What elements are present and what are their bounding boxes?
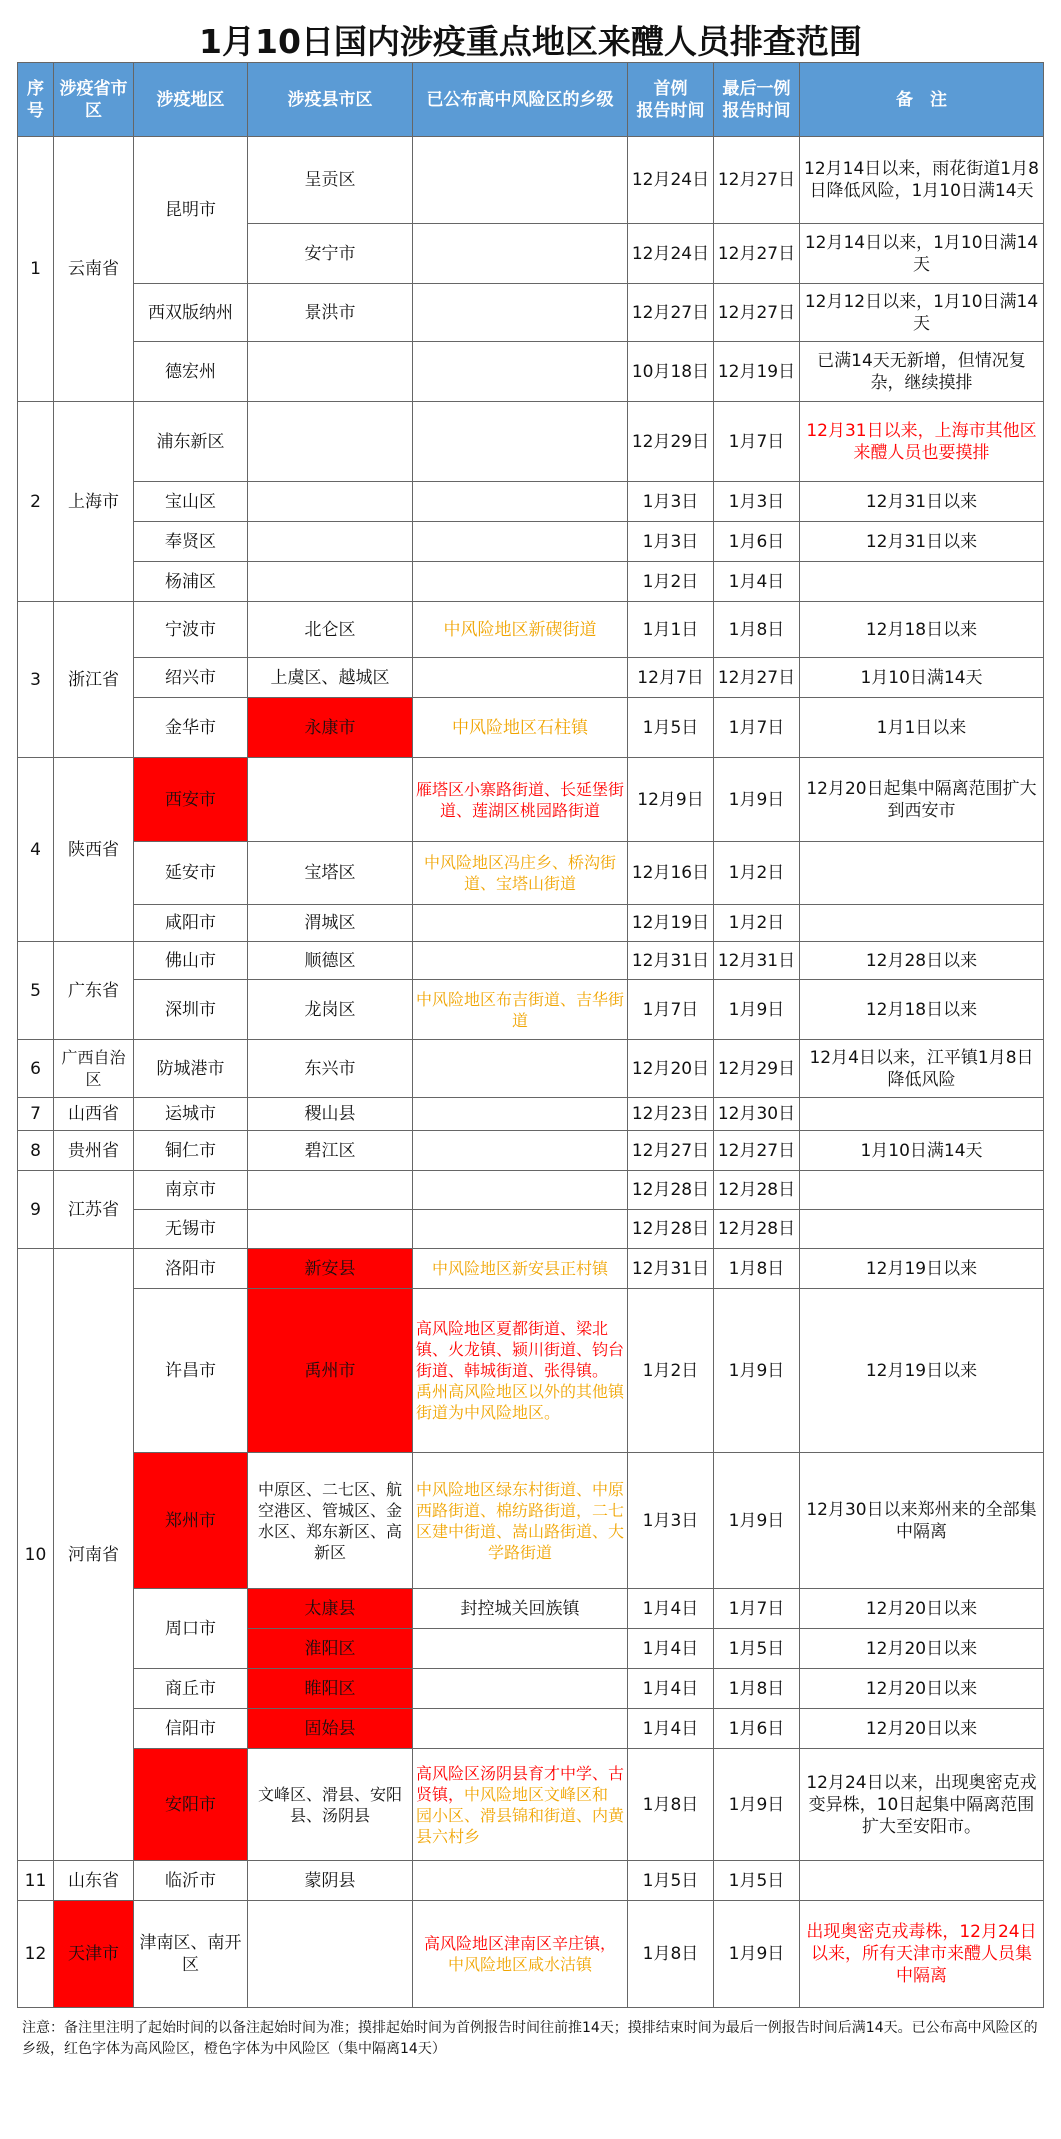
- table-row: [18, 522, 1044, 562]
- first-report-cell: 1月5日: [628, 698, 714, 758]
- first-report-cell: 12月24日: [628, 137, 714, 224]
- header-county: 涉疫县市区: [248, 63, 413, 137]
- province-cell: 浙江省: [54, 602, 134, 758]
- area-cell: [413, 224, 628, 284]
- first-report-cell: 1月8日: [628, 1749, 714, 1861]
- note-cell: 出现奥密克戎毒株，12月24日以来，所有天津市来醴人员集中隔离: [800, 1901, 1044, 2008]
- area-cell: 中风险地区冯庄乡、桥沟街道、宝塔山街道: [413, 842, 628, 905]
- first-report-cell: 12月28日: [628, 1171, 714, 1210]
- city-cell: 宁波市: [134, 602, 248, 658]
- last-report-cell: 12月27日: [714, 137, 800, 224]
- first-report-cell: 1月3日: [628, 482, 714, 522]
- table-row: [18, 658, 1044, 698]
- table-row: [18, 342, 1044, 402]
- note-cell: 12月4日以来，江平镇1月8日降低风险: [800, 1040, 1044, 1098]
- county-cell: 碧江区: [248, 1131, 413, 1171]
- mid-risk-area-text: 中风险地区文峰区和园小区、滑县锦和街道、内黄县六村乡: [416, 1784, 625, 1846]
- first-report-cell: 1月3日: [628, 522, 714, 562]
- area-cell: [413, 137, 628, 224]
- table-row: [18, 698, 1044, 758]
- last-report-cell: 12月27日: [714, 284, 800, 342]
- last-report-cell: 1月9日: [714, 758, 800, 842]
- city-cell: 昆明市: [134, 137, 248, 284]
- table-row: [18, 1901, 1044, 2008]
- note-cell: 12月18日以来: [800, 980, 1044, 1040]
- mid-risk-area-text: 禹州高风险地区以外的其他镇街道为中风险地区。: [416, 1382, 625, 1422]
- county-cell-high-risk: 禹州市: [248, 1289, 413, 1453]
- area-cell: [413, 942, 628, 980]
- city-cell: 临沂市: [134, 1861, 248, 1901]
- last-report-cell: 1月4日: [714, 562, 800, 602]
- area-cell: [413, 1040, 628, 1098]
- table-row: [18, 980, 1044, 1040]
- city-cell: 周口市: [134, 1589, 248, 1669]
- last-report-cell: 1月9日: [714, 1453, 800, 1589]
- county-cell: [248, 1901, 413, 2008]
- row-number: 1: [18, 137, 54, 402]
- note-cell: 12月14日以来，1月10日满14天: [800, 224, 1044, 284]
- row-number: 6: [18, 1040, 54, 1098]
- province-cell: 江苏省: [54, 1171, 134, 1249]
- city-cell-high-risk: 安阳市: [134, 1749, 248, 1861]
- high-risk-area-text: 高风险地区津南区辛庄镇，: [423, 1934, 616, 1953]
- city-cell: 信阳市: [134, 1709, 248, 1749]
- area-cell: [413, 402, 628, 482]
- last-report-cell: 12月19日: [714, 342, 800, 402]
- table-row: [18, 1589, 1044, 1629]
- table-row: [18, 942, 1044, 980]
- mid-risk-area-text: 中风险地区咸水沽镇: [447, 1955, 592, 1974]
- city-cell: 铜仁市: [134, 1131, 248, 1171]
- first-report-cell: 1月1日: [628, 602, 714, 658]
- area-cell: [413, 1289, 628, 1453]
- county-cell-high-risk: 永康市: [248, 698, 413, 758]
- last-report-cell: 1月8日: [714, 1669, 800, 1709]
- county-cell: [248, 482, 413, 522]
- area-cell: [413, 1861, 628, 1901]
- last-report-cell: 12月27日: [714, 1131, 800, 1171]
- first-report-cell: 1月2日: [628, 1289, 714, 1453]
- note-cell: 1月1日以来: [800, 698, 1044, 758]
- table-row: [18, 842, 1044, 905]
- area-cell: [413, 522, 628, 562]
- first-report-cell: 1月4日: [628, 1589, 714, 1629]
- province-cell-high-risk: 天津市: [54, 1901, 134, 2008]
- note-cell: [800, 1210, 1044, 1249]
- county-cell: 宝塔区: [248, 842, 413, 905]
- last-report-cell: 1月6日: [714, 522, 800, 562]
- header-last-report: 最后一例 报告时间: [714, 63, 800, 137]
- note-cell: [800, 1171, 1044, 1210]
- city-cell: 延安市: [134, 842, 248, 905]
- city-cell: 深圳市: [134, 980, 248, 1040]
- last-report-cell: 1月5日: [714, 1629, 800, 1669]
- table-row: [18, 758, 1044, 842]
- last-report-cell: 1月2日: [714, 842, 800, 905]
- province-cell: 山西省: [54, 1098, 134, 1131]
- last-report-cell: 1月8日: [714, 1249, 800, 1289]
- table-row: [18, 1131, 1044, 1171]
- county-cell-high-risk: 睢阳区: [248, 1669, 413, 1709]
- last-report-cell: 1月5日: [714, 1861, 800, 1901]
- last-report-cell: 12月28日: [714, 1210, 800, 1249]
- first-report-cell: 1月8日: [628, 1901, 714, 2008]
- county-cell: [248, 1171, 413, 1210]
- county-cell: 中原区、二七区、航空港区、管城区、金水区、郑东新区、高新区: [248, 1453, 413, 1589]
- note-cell: 12月31日以来，上海市其他区来醴人员也要摸排: [800, 402, 1044, 482]
- first-report-cell: 12月28日: [628, 1210, 714, 1249]
- row-number: 9: [18, 1171, 54, 1249]
- last-report-cell: 1月8日: [714, 602, 800, 658]
- county-cell-high-risk: 新安县: [248, 1249, 413, 1289]
- city-cell-high-risk: 郑州市: [134, 1453, 248, 1589]
- first-report-cell: 12月31日: [628, 1249, 714, 1289]
- note-cell: 12月19日以来: [800, 1289, 1044, 1453]
- page-title: 1月10日国内涉疫重点地区来醴人员排查范围: [199, 22, 862, 61]
- first-report-cell: 12月7日: [628, 658, 714, 698]
- note-cell: [800, 1861, 1044, 1901]
- row-number: 3: [18, 602, 54, 758]
- row-number: 4: [18, 758, 54, 942]
- table-row: [18, 1453, 1044, 1589]
- note-cell: 已满14天无新增，但情况复杂，继续摸排: [800, 342, 1044, 402]
- first-report-cell: 12月16日: [628, 842, 714, 905]
- note-cell: 12月24日以来，出现奥密克戎变异株，10日起集中隔离范围扩大至安阳市。: [800, 1749, 1044, 1861]
- table-row: [18, 1749, 1044, 1861]
- table-row: [18, 482, 1044, 522]
- county-cell: 文峰区、滑县、安阳县、汤阴县: [248, 1749, 413, 1861]
- note-cell: 1月10日满14天: [800, 1131, 1044, 1171]
- row-number: 7: [18, 1098, 54, 1131]
- last-report-cell: 12月27日: [714, 658, 800, 698]
- city-cell: 咸阳市: [134, 905, 248, 942]
- last-report-cell: 12月29日: [714, 1040, 800, 1098]
- province-cell: 云南省: [54, 137, 134, 402]
- area-cell: [413, 1629, 628, 1669]
- note-cell: 12月20日起集中隔离范围扩大到西安市: [800, 758, 1044, 842]
- county-cell: [248, 562, 413, 602]
- last-report-cell: 1月9日: [714, 1901, 800, 2008]
- city-cell: 防城港市: [134, 1040, 248, 1098]
- county-cell: 顺德区: [248, 942, 413, 980]
- note-cell: [800, 562, 1044, 602]
- city-cell: 奉贤区: [134, 522, 248, 562]
- city-cell: 西双版纳州: [134, 284, 248, 342]
- city-cell: 宝山区: [134, 482, 248, 522]
- province-cell: 陕西省: [54, 758, 134, 942]
- table-row: [18, 284, 1044, 342]
- note-cell: 12月30日以来郑州来的全部集中隔离: [800, 1453, 1044, 1589]
- table-row: [18, 1861, 1044, 1901]
- county-cell: 呈贡区: [248, 137, 413, 224]
- first-report-cell: 12月9日: [628, 758, 714, 842]
- note-cell: 12月20日以来: [800, 1629, 1044, 1669]
- risk-area-table: [17, 62, 1044, 2008]
- area-cell: [413, 658, 628, 698]
- first-report-cell: 12月29日: [628, 402, 714, 482]
- table-row: [18, 1040, 1044, 1098]
- city-cell: 南京市: [134, 1171, 248, 1210]
- area-cell: [413, 1098, 628, 1131]
- header-city: 涉疫地区: [134, 63, 248, 137]
- province-cell: 河南省: [54, 1249, 134, 1861]
- county-cell-high-risk: 淮阳区: [248, 1629, 413, 1669]
- area-cell: 中风险地区新碶街道: [413, 602, 628, 658]
- county-cell: 景洪市: [248, 284, 413, 342]
- row-number: 12: [18, 1901, 54, 2008]
- area-cell: [413, 342, 628, 402]
- area-cell: [413, 1131, 628, 1171]
- note-cell: 12月14日以来，雨花街道1月8日降低风险，1月10日满14天: [800, 137, 1044, 224]
- header-note: 备 注: [800, 63, 1044, 137]
- note-cell: 12月18日以来: [800, 602, 1044, 658]
- county-cell: [248, 758, 413, 842]
- row-number: 10: [18, 1249, 54, 1861]
- last-report-cell: 1月6日: [714, 1709, 800, 1749]
- county-cell: [248, 1210, 413, 1249]
- first-report-cell: 12月20日: [628, 1040, 714, 1098]
- first-report-cell: 1月5日: [628, 1861, 714, 1901]
- first-report-cell: 1月4日: [628, 1709, 714, 1749]
- county-cell-high-risk: 太康县: [248, 1589, 413, 1629]
- header-province: 涉疫省市区: [54, 63, 134, 137]
- table-row: [18, 602, 1044, 658]
- table-row: [18, 1669, 1044, 1709]
- area-cell: [413, 1669, 628, 1709]
- area-cell: [413, 284, 628, 342]
- first-report-cell: 12月27日: [628, 284, 714, 342]
- city-cell-high-risk: 西安市: [134, 758, 248, 842]
- area-cell: [413, 1171, 628, 1210]
- county-cell: [248, 402, 413, 482]
- header-no: 序号: [18, 63, 54, 137]
- first-report-cell: 10月18日: [628, 342, 714, 402]
- table-row: [18, 1098, 1044, 1131]
- first-report-cell: 12月23日: [628, 1098, 714, 1131]
- last-report-cell: 1月9日: [714, 1749, 800, 1861]
- note-cell: 1月10日满14天: [800, 658, 1044, 698]
- county-cell: 蒙阴县: [248, 1861, 413, 1901]
- city-cell: 绍兴市: [134, 658, 248, 698]
- last-report-cell: 1月3日: [714, 482, 800, 522]
- first-report-cell: 12月24日: [628, 224, 714, 284]
- note-cell: [800, 1098, 1044, 1131]
- note-cell: 12月31日以来: [800, 522, 1044, 562]
- city-cell: 德宏州: [134, 342, 248, 402]
- table-row: [18, 1210, 1044, 1249]
- county-cell-high-risk: 固始县: [248, 1709, 413, 1749]
- last-report-cell: 12月28日: [714, 1171, 800, 1210]
- note-cell: [800, 842, 1044, 905]
- first-report-cell: 1月2日: [628, 562, 714, 602]
- last-report-cell: 1月9日: [714, 1289, 800, 1453]
- city-cell: 金华市: [134, 698, 248, 758]
- last-report-cell: 12月27日: [714, 224, 800, 284]
- last-report-cell: 1月7日: [714, 1589, 800, 1629]
- area-cell: [413, 905, 628, 942]
- first-report-cell: 12月31日: [628, 942, 714, 980]
- table-row: [18, 562, 1044, 602]
- first-report-cell: 1月4日: [628, 1629, 714, 1669]
- last-report-cell: 1月7日: [714, 402, 800, 482]
- city-cell: 杨浦区: [134, 562, 248, 602]
- note-cell: 12月20日以来: [800, 1669, 1044, 1709]
- header-first-report: 首例 报告时间: [628, 63, 714, 137]
- table-row: [18, 905, 1044, 942]
- province-cell: 上海市: [54, 402, 134, 602]
- last-report-cell: 1月9日: [714, 980, 800, 1040]
- city-cell: 浦东新区: [134, 402, 248, 482]
- area-cell: [413, 562, 628, 602]
- county-cell: 东兴市: [248, 1040, 413, 1098]
- city-cell: 许昌市: [134, 1289, 248, 1453]
- first-report-cell: 12月19日: [628, 905, 714, 942]
- note-cell: 12月20日以来: [800, 1589, 1044, 1629]
- area-cell: 封控城关回族镇: [413, 1589, 628, 1629]
- county-cell: 渭城区: [248, 905, 413, 942]
- area-cell: 中风险地区石柱镇: [413, 698, 628, 758]
- area-cell: 雁塔区小寨路街道、长延堡街道、莲湖区桃园路街道: [413, 758, 628, 842]
- city-cell: 洛阳市: [134, 1249, 248, 1289]
- area-cell: [413, 1749, 628, 1861]
- county-cell: 稷山县: [248, 1098, 413, 1131]
- area-cell: 中风险地区新安县正村镇: [413, 1249, 628, 1289]
- last-report-cell: 1月2日: [714, 905, 800, 942]
- county-cell: 上虞区、越城区: [248, 658, 413, 698]
- area-cell: 中风险地区布吉街道、吉华街道: [413, 980, 628, 1040]
- high-risk-area-text: 高风险地区夏都街道、梁北镇、火龙镇、颍川街道、钧台街道、韩城街道、张得镇。: [416, 1319, 625, 1380]
- city-cell: 运城市: [134, 1098, 248, 1131]
- table-row: [18, 1171, 1044, 1210]
- area-cell: 中风险地区绿东村街道、中原西路街道、棉纺路街道，二七区建中街道、嵩山路街道、大学路街道: [413, 1453, 628, 1589]
- table-row: [18, 402, 1044, 482]
- area-cell: [413, 1709, 628, 1749]
- high-risk-area-text: 高风险区汤阴县育才中学、古贤镇，: [416, 1763, 625, 1804]
- city-cell: 商丘市: [134, 1669, 248, 1709]
- table-row: [18, 137, 1044, 224]
- table-row: [18, 1709, 1044, 1749]
- county-cell: 安宁市: [248, 224, 413, 284]
- area-cell: [413, 1210, 628, 1249]
- city-cell: 佛山市: [134, 942, 248, 980]
- first-report-cell: 12月27日: [628, 1131, 714, 1171]
- area-cell: [413, 1901, 628, 2008]
- county-cell: [248, 522, 413, 562]
- province-cell: 广西自治区: [54, 1040, 134, 1098]
- province-cell: 贵州省: [54, 1131, 134, 1171]
- last-report-cell: 12月31日: [714, 942, 800, 980]
- first-report-cell: 1月3日: [628, 1453, 714, 1589]
- note-cell: 12月12日以来，1月10日满14天: [800, 284, 1044, 342]
- city-cell: 无锡市: [134, 1210, 248, 1249]
- note-cell: 12月28日以来: [800, 942, 1044, 980]
- first-report-cell: 1月4日: [628, 1669, 714, 1709]
- row-number: 5: [18, 942, 54, 1040]
- header-area: 已公布高中风险区的乡级: [413, 63, 628, 137]
- city-cell: 津南区、南开区: [134, 1901, 248, 2008]
- table-header-row: [18, 63, 1044, 137]
- province-cell: 广东省: [54, 942, 134, 1040]
- county-cell: [248, 342, 413, 402]
- table-row: [18, 1249, 1044, 1289]
- county-cell: 龙岗区: [248, 980, 413, 1040]
- row-number: 8: [18, 1131, 54, 1171]
- table-row: [18, 1289, 1044, 1453]
- row-number: 11: [18, 1861, 54, 1901]
- first-report-cell: 1月7日: [628, 980, 714, 1040]
- note-cell: [800, 905, 1044, 942]
- note-cell: 12月31日以来: [800, 482, 1044, 522]
- note-cell: 12月19日以来: [800, 1249, 1044, 1289]
- last-report-cell: 12月30日: [714, 1098, 800, 1131]
- county-cell: 北仑区: [248, 602, 413, 658]
- area-cell: [413, 482, 628, 522]
- note-cell: 12月20日以来: [800, 1709, 1044, 1749]
- footnote: 注意：备注里注明了起始时间的以备注起始时间为准；摸排起始时间为首例报告时间往前推14天；摸排结束时间为最后一例报告时间后满14天。已公布高中风险区的乡级，红色字体为高风险区，橙色字体为中风险区（集中隔离14天）: [22, 2020, 1038, 2057]
- province-cell: 山东省: [54, 1861, 134, 1901]
- row-number: 2: [18, 402, 54, 602]
- last-report-cell: 1月7日: [714, 698, 800, 758]
